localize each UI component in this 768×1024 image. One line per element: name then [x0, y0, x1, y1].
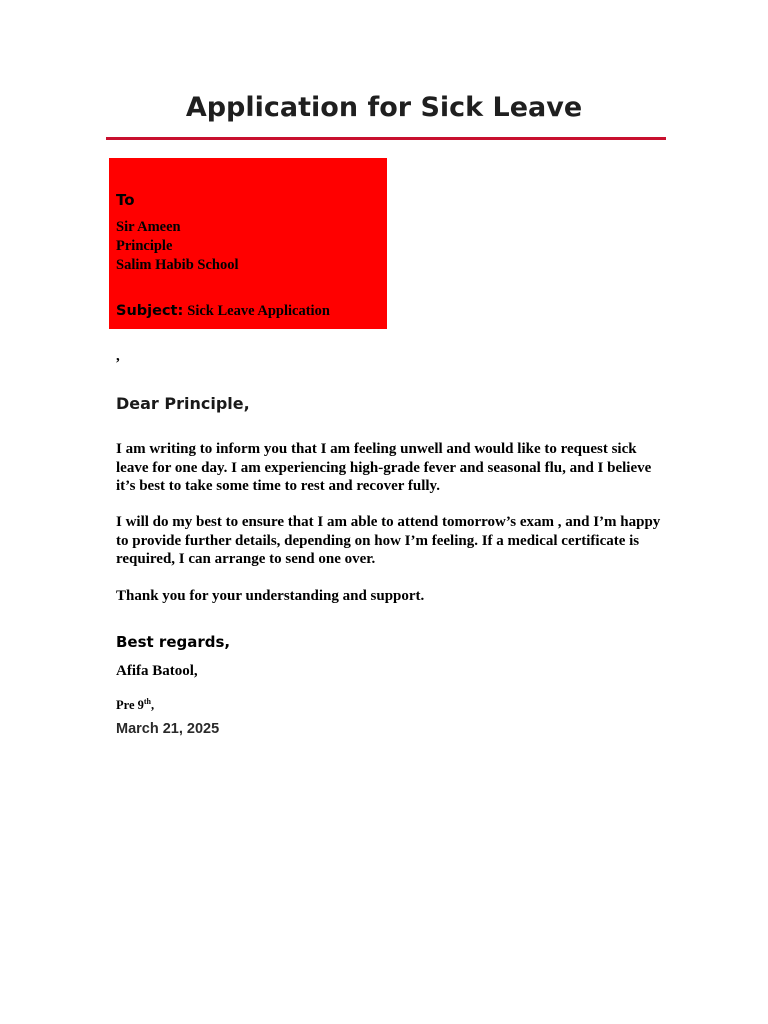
recipient-address — [116, 218, 238, 275]
sender-name: Afifa Batool, — [116, 663, 198, 679]
stray-punctuation: , — [116, 348, 120, 364]
sender-class-suffix: th — [143, 696, 152, 706]
sender-class-prefix: Pre 9 — [116, 698, 144, 712]
body-paragraph: Thank you for your understanding and support. — [116, 588, 425, 604]
salutation: Dear Principle, — [116, 394, 250, 413]
subject-label: Subject: — [116, 303, 184, 319]
body-paragraph: I will do my best to ensure that I am able to attend tomorrow’s exam , and I’m happy to provide further details, depending on how I’m feeling. If a medical certificate is required, I can arrange to send one over. — [116, 514, 661, 568]
sender-class-trailing: , — [151, 698, 155, 712]
recipient-role: Principle — [116, 238, 173, 254]
body-paragraph: I am writing to inform you that I am feeling unwell and would like to request sick leave for one day. I am experiencing high-grade fever and seasonal flu, and I believe it’s best to take some time to rest and recover fully. — [116, 441, 652, 495]
subject-text: Sick Leave Application — [187, 303, 330, 319]
sender-class — [116, 696, 154, 714]
recipient-block — [109, 158, 387, 329]
subject-line — [116, 302, 330, 320]
to-label: To — [116, 191, 135, 209]
letter-date: March 21, 2025 — [116, 721, 220, 737]
recipient-school: Salim Habib School — [116, 257, 239, 273]
title-divider — [106, 137, 666, 140]
page-title: Application for Sick Leave — [185, 92, 583, 123]
closing: Best regards, — [116, 633, 231, 651]
recipient-name: Sir Ameen — [116, 219, 181, 235]
